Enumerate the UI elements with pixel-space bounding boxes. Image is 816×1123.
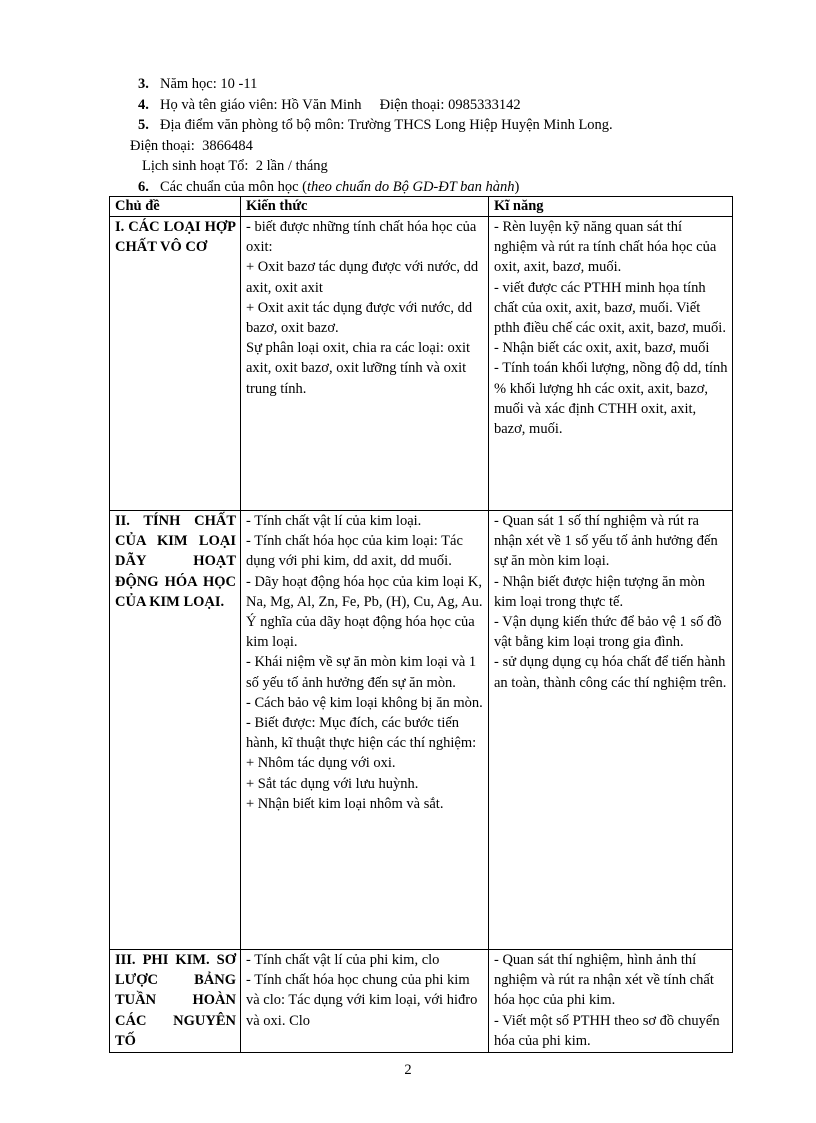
- skill-line: - Rèn luyện kỹ năng quan sát thí nghiệm và rút ra tính chất hóa học của oxit, axit, bazơ, muối.: [494, 219, 717, 276]
- standards-source: theo chuẩn do Bộ GD-ĐT ban hành: [306, 178, 515, 195]
- knowledge-line: + Nhận biết kim loại nhôm và sắt.: [246, 795, 444, 812]
- item-number: 3.: [138, 76, 149, 92]
- topic-cell: II. TÍNH CHẤT CỦA KIM LOẠI DÃY HOẠT ĐỘNG HÓA HỌC CỦA KIM LOẠI.: [110, 511, 241, 950]
- standards-close: ): [514, 178, 520, 195]
- intro-line-4: [138, 95, 613, 116]
- intro-line-3: [138, 74, 613, 95]
- standards-table: [109, 196, 733, 1053]
- standards-label: Các chuẩn của môn học (: [160, 178, 307, 195]
- skills-cell: [489, 217, 733, 511]
- skill-line: - Tính toán khối lượng, nồng độ dd, tính % khối lượng hh các oxit, axit, bazơ, muối và xác định CTHH oxit, axit, bazơ, muối.: [494, 360, 728, 438]
- knowledge-line: + Oxit axit tác dụng được với nước, dd bazơ, oxit bazơ.: [246, 299, 473, 337]
- skill-line: - Viết một số PTHH theo sơ đồ chuyển hóa của phi kim.: [494, 1012, 720, 1049]
- knowledge-cell: [241, 217, 489, 511]
- header-knowledge: Kiến thức: [241, 197, 489, 217]
- skill-line: - Nhận biết các oxit, axit, bazơ, muối: [494, 340, 710, 357]
- knowledge-line: - biết được những tính chất hóa học của oxit:: [246, 219, 477, 256]
- meeting-schedule: Lịch sinh hoạt Tổ: 2 lần / tháng: [142, 158, 328, 174]
- skill-line: - sử dụng dụng cụ hóa chất để tiến hành an toàn, thành công các thí nghiệm trên.: [494, 654, 727, 691]
- skill-line: - Quan sát 1 số thí nghiệm và rút ra nhận xét về 1 số yếu tố ảnh hưởng đến sự ăn mòn kim loại.: [494, 513, 718, 570]
- skills-cell: [489, 511, 733, 950]
- knowledge-line: Sự phân loại oxit, chia ra các loại: oxit axit, oxit bazơ, oxit lưỡng tính và oxit trung tính.: [246, 340, 471, 397]
- office-phone: Điện thoại: 3866484: [130, 137, 253, 154]
- topic-cell: I. CÁC LOẠI HỢP CHẤT VÔ CƠ: [110, 217, 241, 511]
- knowledge-line: - Tính chất hóa học chung của phi kim và clo: Tác dụng với kim loại, với hiđro và oxi. Clo: [246, 972, 478, 1029]
- item-number: 4.: [138, 96, 149, 113]
- table-header-row: [110, 197, 733, 217]
- item-number: 5.: [138, 117, 149, 133]
- knowledge-line: - Tính chất vật lí của phi kim, clo: [246, 952, 440, 968]
- table-row: [110, 511, 733, 950]
- intro-block: [130, 74, 613, 197]
- table-row: [110, 950, 733, 1053]
- intro-line-5: [138, 115, 613, 136]
- knowledge-line: - Khái niệm về sự ăn mòn kim loại và 1 số yếu tố ảnh hưởng đến sự ăn mòn.: [246, 654, 477, 691]
- knowledge-line: - Tính chất hóa học của kim loại: Tác dụng với phi kim, dd axit, dd muối.: [246, 533, 463, 570]
- knowledge-line: - Biết được: Mục đích, các bước tiến hành, kĩ thuật thực hiện các thí nghiệm:: [246, 715, 477, 752]
- skill-line: - Vận dụng kiến thức để bảo vệ 1 số đồ vật bằng kim loại trong gia đình.: [494, 614, 722, 651]
- topic-cell: III. PHI KIM. SƠ LƯỢC BẢNG TUẦN HOÀN CÁC NGUYÊN TỐ: [110, 950, 241, 1053]
- teacher-info: Họ và tên giáo viên: Hồ Văn Minh Điện thoại: 0985333142: [160, 96, 521, 113]
- office-location: Địa điểm văn phòng tổ bộ môn: Trường THCS Long Hiệp Huyện Minh Long.: [160, 117, 613, 133]
- knowledge-line: + Sắt tác dụng với lưu huỳnh.: [246, 775, 419, 792]
- item-number: 6.: [138, 178, 149, 195]
- page-number: 2: [404, 1062, 412, 1078]
- header-topic: Chủ đề: [110, 197, 241, 217]
- skill-line: - Nhận biết được hiện tượng ăn mòn kim loại trong thực tế.: [494, 573, 706, 610]
- knowledge-line: + Nhôm tác dụng với oxi.: [246, 755, 396, 772]
- knowledge-line: - Tính chất vật lí của kim loại.: [246, 513, 422, 529]
- header-skills: Kĩ năng: [489, 197, 733, 217]
- table-row: [110, 217, 733, 511]
- knowledge-line: + Oxit bazơ tác dụng được với nước, dd axit, oxit axit: [246, 259, 479, 296]
- school-year: Năm học: 10 -11: [160, 76, 258, 92]
- knowledge-line: - Cách bảo vệ kim loại không bị ăn mòn.: [246, 694, 483, 711]
- skill-line: - viết được các PTHH minh họa tính chất của oxit, axit, bazơ, muối. Viết pthh điều chế các oxit, axit, bazơ, muối.: [494, 279, 726, 337]
- knowledge-cell: [241, 950, 489, 1053]
- knowledge-line: - Dãy hoạt động hóa học của kim loại K, Na, Mg, Al, Zn, Fe, Pb, (H), Cu, Ag, Au. Ý nghĩa của dãy hoạt động hóa học của kim loại.: [246, 573, 483, 651]
- intro-line-6: [138, 177, 613, 198]
- knowledge-cell: [241, 511, 489, 950]
- skills-cell: [489, 950, 733, 1053]
- skill-line: - Quan sát thí nghiệm, hình ảnh thí nghiệm và rút ra nhận xét về tính chất hóa học của phi kim.: [494, 952, 714, 1009]
